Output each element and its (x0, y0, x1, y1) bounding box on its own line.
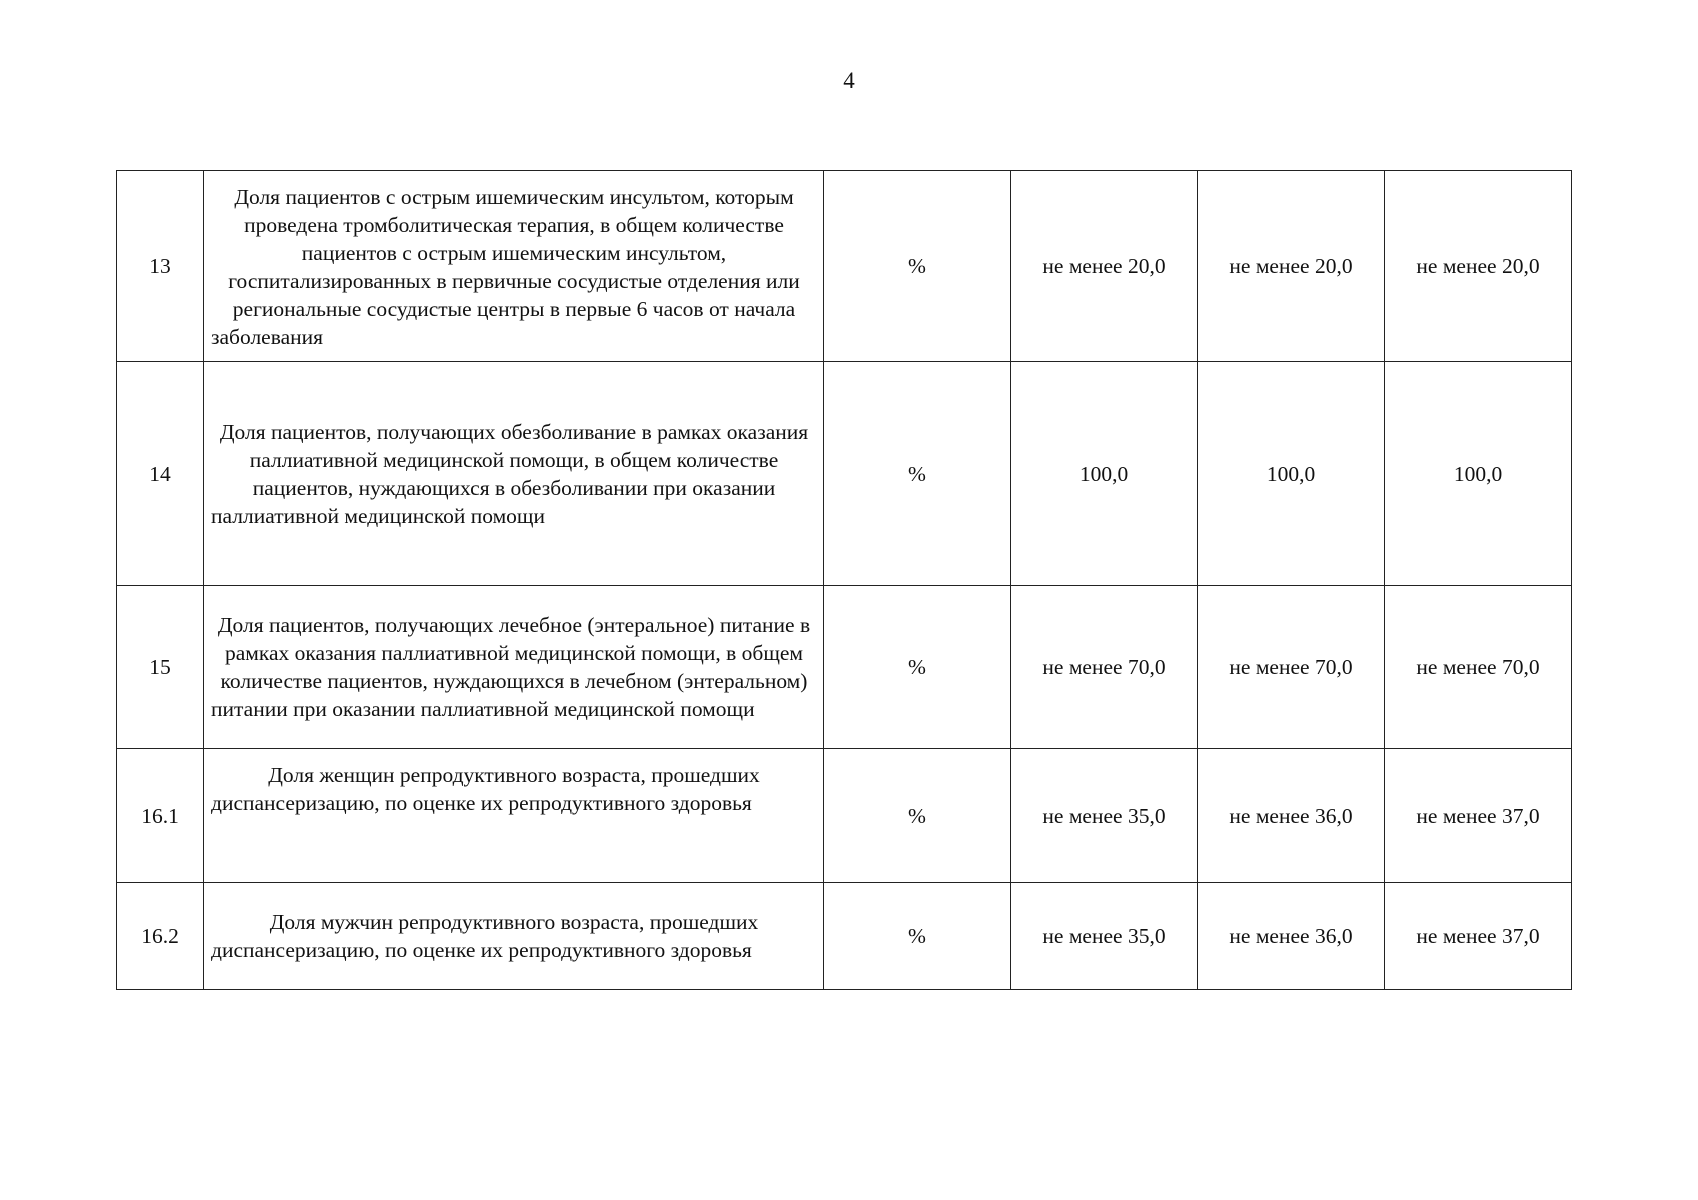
value-year-3: 100,0 (1385, 362, 1572, 586)
unit-cell: % (824, 749, 1011, 883)
unit-cell: % (824, 883, 1011, 990)
value-year-2: не менее 36,0 (1198, 749, 1385, 883)
value-year-1: 100,0 (1011, 362, 1198, 586)
value-year-2: не менее 70,0 (1198, 586, 1385, 749)
indicator-description: Доля пациентов с острым ишемическим инсультом, которым проведена тромболитическая терапия, в общем количестве пациентов с острым ишемическим инсультом, госпитализированных в первичные сосудистые отделения или региональные сосудистые центры в первые 6 часов от начала заболевания (204, 171, 824, 362)
row-number: 15 (117, 586, 204, 749)
table-row (117, 883, 1572, 990)
row-number: 13 (117, 171, 204, 362)
page-number: 4 (843, 68, 855, 93)
indicator-description: Доля пациентов, получающих обезболивание в рамках оказания паллиативной медицинской помощи, в общем количестве пациентов, нуждающихся в обезболивании при оказании паллиативной медицинской помощи (204, 362, 824, 586)
indicator-description: Доля мужчин репродуктивного возраста, прошедших диспансеризацию, по оценке их репродуктивного здоровья (204, 883, 824, 990)
row-number: 16.2 (117, 883, 204, 990)
table-row (117, 362, 1572, 586)
value-year-2: не менее 36,0 (1198, 883, 1385, 990)
table-row (117, 749, 1572, 883)
indicators-table (116, 170, 1572, 990)
unit-cell: % (824, 171, 1011, 362)
row-number: 14 (117, 362, 204, 586)
value-year-3: не менее 37,0 (1385, 749, 1572, 883)
value-year-1: не менее 70,0 (1011, 586, 1198, 749)
unit-cell: % (824, 586, 1011, 749)
value-year-1: не менее 35,0 (1011, 749, 1198, 883)
value-year-1: не менее 35,0 (1011, 883, 1198, 990)
table-row (117, 586, 1572, 749)
value-year-3: не менее 37,0 (1385, 883, 1572, 990)
table-row (117, 171, 1572, 362)
indicator-description: Доля пациентов, получающих лечебное (энтеральное) питание в рамках оказания паллиативной медицинской помощи, в общем количестве пациентов, нуждающихся в лечебном (энтеральном) питании при оказании паллиативной медицинской помощи (204, 586, 824, 749)
indicator-description: Доля женщин репродуктивного возраста, прошедших диспансеризацию, по оценке их репродуктивного здоровья (204, 749, 824, 883)
row-number: 16.1 (117, 749, 204, 883)
value-year-3: не менее 70,0 (1385, 586, 1572, 749)
value-year-1: не менее 20,0 (1011, 171, 1198, 362)
value-year-3: не менее 20,0 (1385, 171, 1572, 362)
value-year-2: не менее 20,0 (1198, 171, 1385, 362)
unit-cell: % (824, 362, 1011, 586)
value-year-2: 100,0 (1198, 362, 1385, 586)
